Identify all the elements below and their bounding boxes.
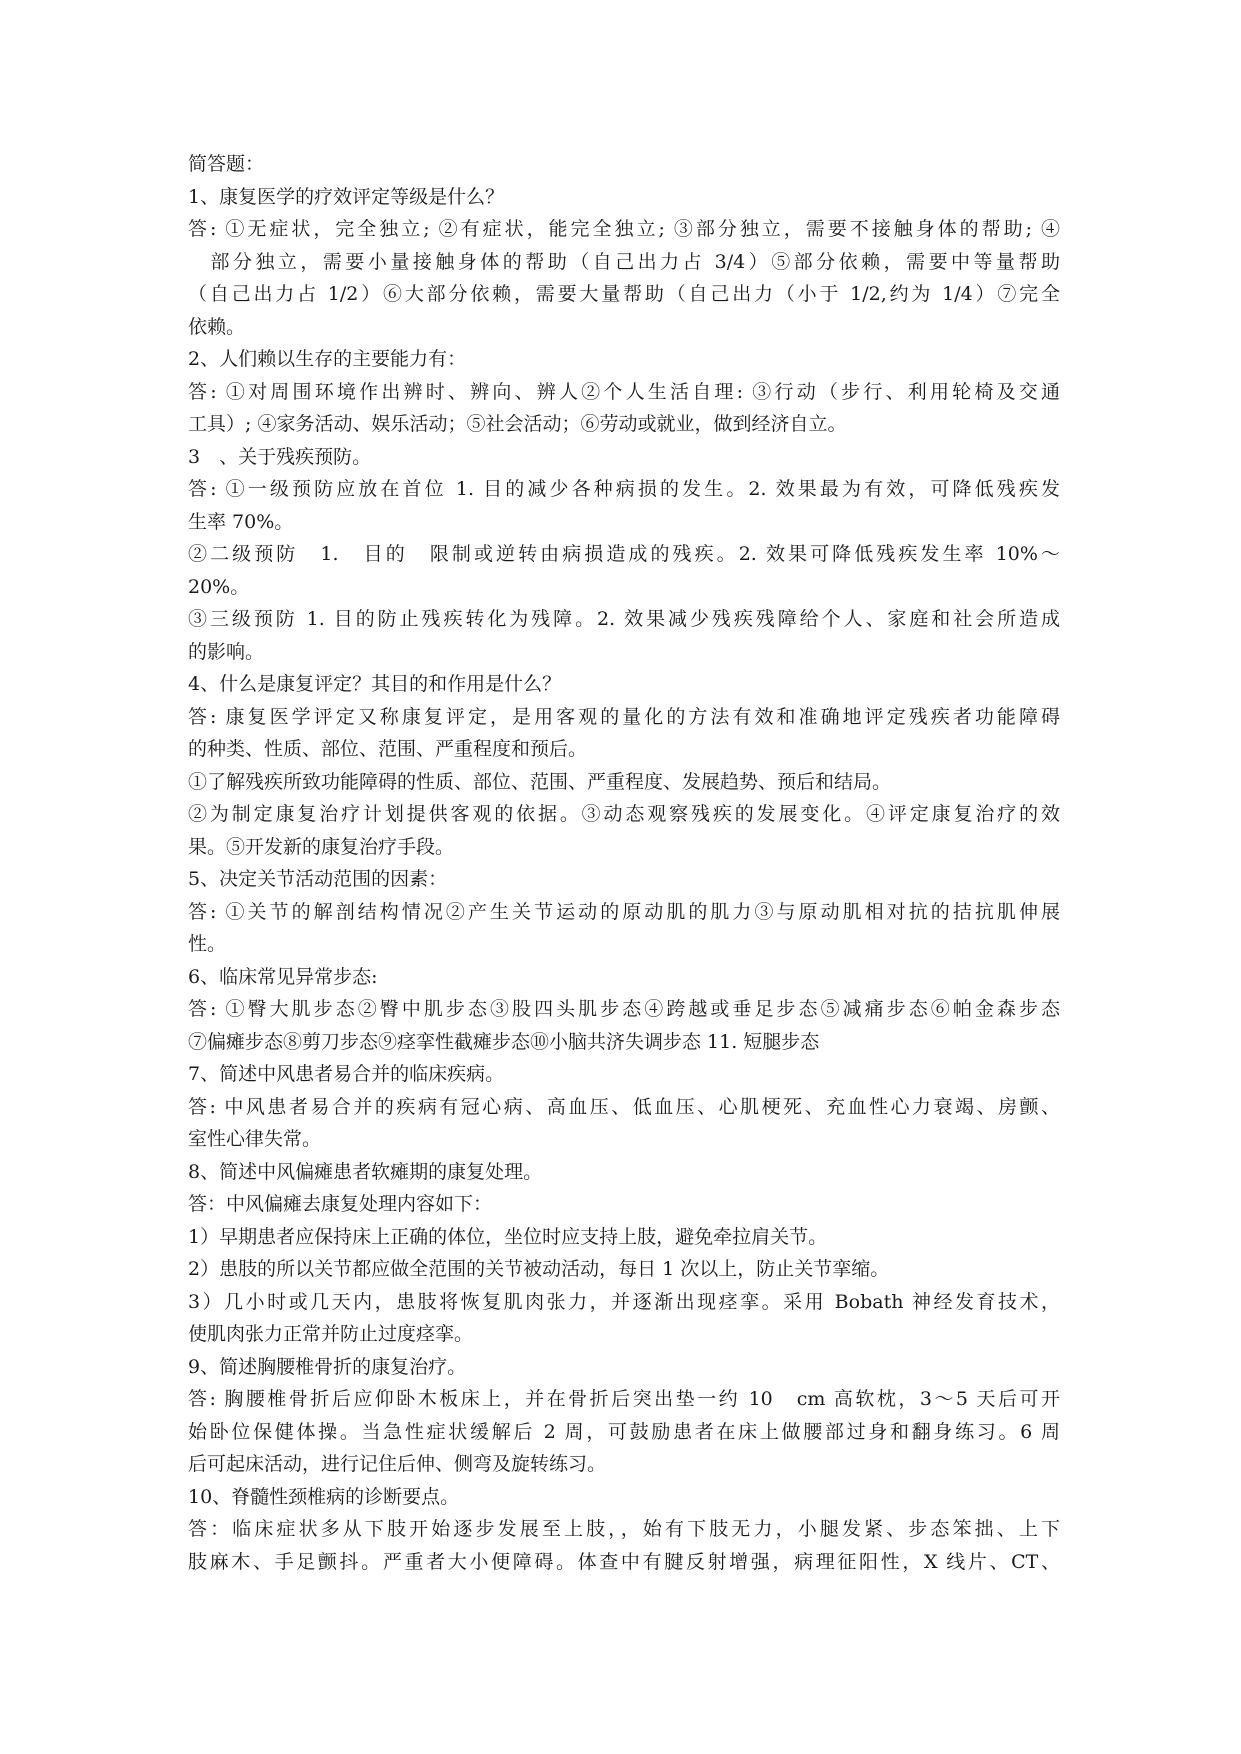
text-line: 答: 康复医学评定又称康复评定，是用客观的量化的方法有效和准确地评定残疾者功能障碍 [188,705,1060,728]
text-line: 7、简述中风患者易合并的临床疾病。 [188,1063,505,1085]
text-line: 1、康复医学的疗效评定等级是什么？ [188,185,505,208]
text-line: 5、决定关节活动范围的因素： [188,868,448,890]
text-line: 的影响。 [188,640,265,663]
text-line: ①了解残疾所致功能障碍的性质、部位、范围、严重程度、发展趋势、预后和结局。 [188,770,892,793]
text-line: 答: 中风患者易合并的疾病有冠心病、高血压、低血压、心肌梗死、充血性心力衰竭、房颤、 [188,1095,1060,1118]
text-line: 后可起床活动，进行记住后伸、侧弯及旋转练习。 [188,1453,607,1475]
text-line: 1）早期患者应保持床上正确的体位，坐位时应支持上肢，避免牵拉肩关节。 [188,1225,828,1248]
text-line: ③三级预防 1. 目的防止残疾转化为残障。2. 效果减少残疾残障给个人、家庭和社会所造成 [188,608,1060,630]
text-line: 生率 70%。 [188,510,294,533]
text-line: 答：中风偏瘫去康复处理内容如下： [188,1193,493,1215]
text-line: 果。⑤开发新的康复治疗手段。 [188,835,455,858]
text-line: 3 、关于残疾预防。 [188,445,372,468]
text-line: 依赖。 [188,315,246,338]
text-line: 答: ①关节的解剖结构情况②产生关节运动的原动肌的肌力③与原动肌相对抗的拮抗肌伸展 [188,900,1060,923]
text-line: 简答题： [188,153,265,175]
text-line: 答: ①对周围环境作出辨时、辨向、辨人②个人生活自理: ③行动（步行、利用轮椅及交通 [188,380,1060,403]
text-line: ②二级预防 1. 目的 限制或逆转由病损造成的残疾。2. 效果可降低残疾发生率 10%～ [188,543,1060,565]
text-line: 9、简述胸腰椎骨折的康复治疗。 [188,1355,467,1378]
text-line: 2、人们赖以生存的主要能力有： [188,348,467,370]
text-line: 始卧位保健体操。当急性症状缓解后 2 周，可鼓励患者在床上做腰部过身和翻身练习。6 周 [188,1420,1060,1443]
text-line: ②为制定康复治疗计划提供客观的依据。③动态观察残疾的发展变化。④评定康复治疗的效 [188,803,1060,825]
text-line: 部分独立，需要小量接触身体的帮助（自己出力占 3/4）⑤部分依赖，需要中等量帮助 [188,250,1060,273]
text-line: 4、什么是康复评定？其目的和作用是什么？ [188,673,562,695]
text-line: 3）几小时或几天内，患肢将恢复肌肉张力，并逐渐出现痉挛。采用 Bobath 神经发育技术， [188,1290,1060,1313]
text-line: 答: ①臀大肌步态②臀中肌步态③股四头肌步态④跨越或垂足步态⑤减痛步态⑥帕金森步态 [188,998,1060,1020]
text-line: 的种类、性质、部位、范围、严重程度和预后。 [188,738,588,760]
text-line: ⑦偏瘫步态⑧剪刀步态⑨痉挛性截瘫步态⑩小脑共济失调步态 11. 短腿步态 [188,1030,820,1053]
text-line: 答: 胸腰椎骨折后应仰卧木板床上，并在骨折后突出垫一约 10 cm 高软枕，3～5 天后可开 [188,1388,1060,1410]
text-line: 10、脊髓性颈椎病的诊断要点。 [188,1485,460,1508]
text-line: 工具）; ④家务活动、娱乐活动；⑤社会活动；⑥劳动或就业，做到经济自立。 [188,413,847,435]
text-line: 8、简述中风偏瘫患者软瘫期的康复处理。 [188,1160,543,1183]
text-line: 答：临床症状多从下肢开始逐步发展至上肢，，始有下肢无力，小腿发紧、步态笨拙、上下 [188,1518,1060,1540]
text-line: （自己出力占 1/2）⑥大部分依赖，需要大量帮助（自己出力（小于 1/2,约为 1/4）⑦完全 [188,283,1060,305]
document-page [188,148,1060,1578]
text-line: 性。 [188,933,227,955]
text-line: 2）患肢的所以关节都应做全范围的关节被动活动，每日 1 次以上，防止关节挛缩。 [188,1258,890,1280]
text-line: 肢麻木、手足颤抖。严重者大小便障碍。体查中有腱反射增强，病理征阳性，X 线片、CT、 [188,1550,1060,1573]
text-line: 答: ①无症状，完全独立; ②有症状，能完全独立; ③部分独立，需要不接触身体的帮助; ④ [188,218,1060,240]
text-line: 6、临床常见异常步态: [188,965,378,988]
text-line: 答: ①一级预防应放在首位 1. 目的减少各种病损的发生。2. 效果最为有效，可降低残疾发 [188,478,1060,500]
text-line: 使肌肉张力正常并防止过度痉挛。 [188,1323,474,1345]
text-line: 室性心律失常。 [188,1128,322,1150]
text-line: 20%。 [188,575,250,598]
